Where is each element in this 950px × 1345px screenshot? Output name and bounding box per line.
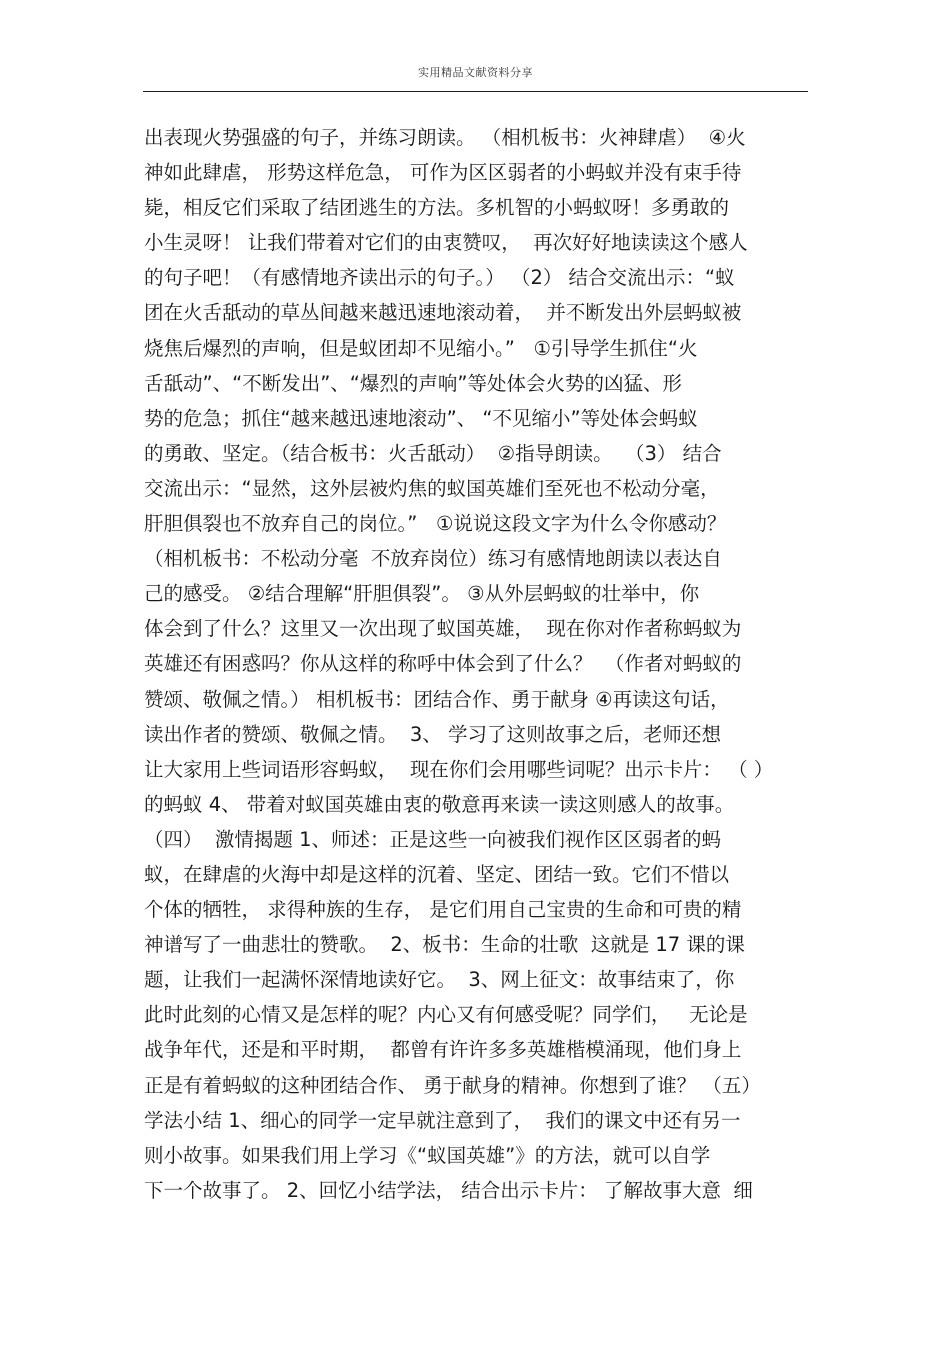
text-line: 的句子吧！（有感情地齐读出示的句子。） （2） 结合交流出示：“蚁 <box>144 266 735 290</box>
text-line: 此时此刻的心情又是怎样的呢？内心又有何感受呢？同学们， 无论是 <box>144 1003 748 1027</box>
text-line: 读出作者的赞颂、敬佩之情。 3、 学习了这则故事之后，老师还想 <box>144 722 722 746</box>
text-line: 体会到了什么？这里又一次出现了蚁国英雄， 现在你对作者称蚂蚁为 <box>144 617 742 641</box>
header-divider <box>143 91 808 92</box>
text-line: 学法小结 1、细心的同学一定早就注意到了， 我们的课文中还有另一 <box>144 1108 741 1132</box>
text-line: 则小故事。如果我们用上学习《“蚁国英雄”》的方法，就可以自学 <box>144 1143 711 1167</box>
text-line: 题，让我们一起满怀深情地读好它。 3、网上征文：故事结束了，你 <box>144 968 735 992</box>
text-line: 赞颂、敬佩之情。） 相机板书：团结合作、勇于献身 ④再读这句话， <box>144 687 730 711</box>
text-line: 出表现火势强盛的句子，并练习朗读。 （相机板书：火神肆虐） ④火 <box>144 126 746 149</box>
page-header: 实用精品文献资料分享 <box>418 66 533 79</box>
text-line: （四） 激情揭题 1、师述：正是这些一向被我们视作区区弱者的蚂 <box>144 827 722 851</box>
text-line: 毙，相反它们采取了结团逃生的方法。多机智的小蚂蚁呀！多勇敢的 <box>144 196 730 220</box>
text-line: 个体的牺牲， 求得种族的生存， 是它们用自己宝贵的生命和可贵的精 <box>144 898 742 922</box>
text-line: 团在火舌舐动的草丛间越来越迅速地滚动着， 并不断发出外层蚂蚁被 <box>144 301 742 325</box>
text-line: 战争年代，还是和平时期， 都曾有许许多多英雄楷模涌现，他们身上 <box>144 1038 742 1062</box>
text-line: 的蚂蚁 4、 带着对蚁国英雄由衷的敬意再来读一读这则感人的故事。 <box>144 792 735 816</box>
text-line: 正是有着蚂蚁的这种团结合作、 勇于献身的精神。你想到了谁？ （五） <box>144 1073 761 1097</box>
text-line: 蚁，在肆虐的火海中却是这样的沉着、坚定、团结一致。它们不惜以 <box>144 862 730 886</box>
text-line: 烧焦后爆烈的声响，但是蚁团却不见缩小。” ①引导学生抓住“火 <box>144 336 698 360</box>
text-line: 的勇敢、坚定。（结合板书：火舌舐动） ②指导朗读。 （3） 结合 <box>144 441 722 465</box>
document-body <box>144 120 812 1208</box>
text-line: 小生灵呀！ 让我们带着对它们的由衷赞叹， 再次好好地读读这个感人 <box>144 231 748 255</box>
text-line: 舌舐动”、“不断发出”、“爆烈的声响”等处体会火势的凶猛、形 <box>144 371 683 395</box>
text-line: 交流出示：“显然，这外层被灼焦的蚁国英雄们至死也不松动分毫， <box>144 476 720 500</box>
text-line: 势的危急；抓住“越来越迅速地滚动”、 “不见缩小”等处体会蚂蚁 <box>144 406 698 430</box>
text-line: 让大家用上些词语形容蚂蚁， 现在你们会用哪些词呢？出示卡片： （ ） <box>144 757 774 781</box>
text-line: 神谱写了一曲悲壮的赞歌。 2、板书：生命的壮歌 这就是 17 课的课 <box>144 933 745 957</box>
text-line: （相机板书：不松动分毫 不放弃岗位）练习有感情地朗读以表达自 <box>144 547 722 571</box>
text-line: 英雄还有困惑吗？你从这样的称呼中体会到了什么？ （作者对蚂蚁的 <box>144 652 742 676</box>
text-line: 下一个故事了。 2、回忆小结学法， 结合出示卡片： 了解故事大意 细 <box>144 1178 753 1202</box>
text-line: 神如此肆虐， 形势这样危急， 可作为区区弱者的小蚂蚁并没有束手待 <box>144 161 742 185</box>
text-line: 肝胆俱裂也不放弃自己的岗位。” ①说说这段文字为什么令你感动？ <box>144 512 727 536</box>
text-line: 己的感受。 ②结合理解“肝胆俱裂”。 ③从外层蚂蚁的壮举中，你 <box>144 582 700 606</box>
